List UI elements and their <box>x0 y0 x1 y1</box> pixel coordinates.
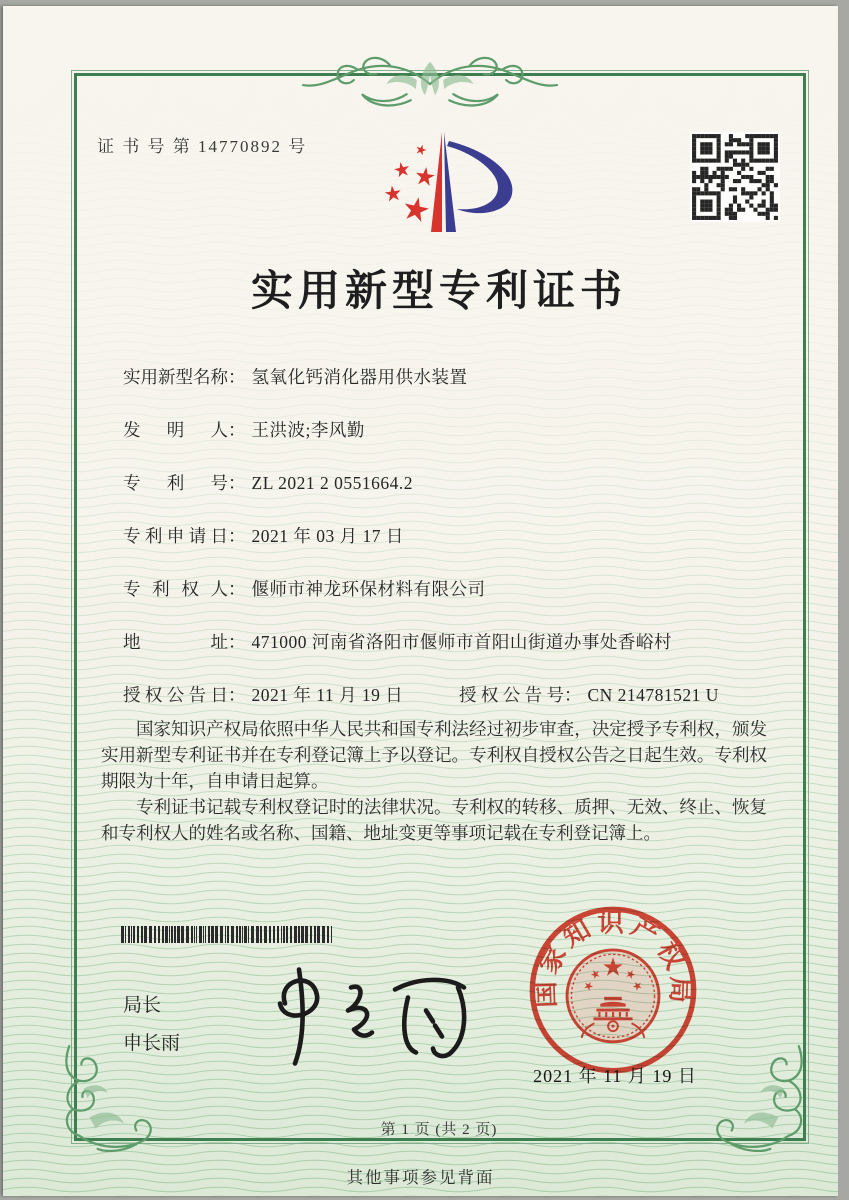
certificate-number: 证 书 号 第 14770892 号 <box>97 137 308 156</box>
grant-number-group <box>459 682 719 707</box>
qr-code <box>690 132 780 222</box>
field-colon: ： <box>228 420 246 440</box>
field-label: 授权公告号 <box>459 685 564 705</box>
field-colon: ： <box>228 526 246 546</box>
certificate-title: 实用新型专利证书 <box>250 269 627 315</box>
field-label: 专利申请日 <box>123 526 228 546</box>
certificate-fields <box>123 364 783 735</box>
field-value: ZL 2021 2 0551664.2 <box>251 473 413 493</box>
field-row-utility-model-name <box>123 364 783 417</box>
field-value: 2021 年 03 月 17 日 <box>251 526 404 546</box>
legal-paragraph-1: 国家知识产权局依照中华人民共和国专利法经过初步审查，决定授予专利权，颁发实用新型专利证书并在专利登记簿上予以登记。专利权自授权公告之日起生效。专利权期限为十年，自申请日起算。 <box>101 719 767 791</box>
field-row-application-date <box>123 523 783 576</box>
grant-date-group <box>123 685 403 705</box>
seal-agency-text: 国家知识产权局 <box>529 907 697 1009</box>
official-seal-icon <box>525 902 701 1078</box>
field-row-patent-number <box>123 470 783 523</box>
field-row-address <box>123 629 783 682</box>
national-emblem-icon <box>567 950 659 1042</box>
signer-name: 申长雨 <box>123 1033 181 1054</box>
field-colon: ： <box>228 685 246 705</box>
handwritten-signature-icon <box>253 956 473 1071</box>
field-label: 地址 <box>123 632 228 652</box>
field-value: 氢氧化钙消化器用供水装置 <box>251 367 468 387</box>
field-colon: ： <box>228 473 246 493</box>
signer-title: 局长 <box>123 995 162 1016</box>
cnipa-logo-icon <box>369 120 527 240</box>
field-value: 471000 河南省洛阳市偃师市首阳山街道办事处香峪村 <box>251 632 672 652</box>
legal-paragraphs <box>101 716 767 846</box>
field-colon: ： <box>228 579 246 599</box>
field-value: 王洪波;李风勤 <box>251 420 365 440</box>
seal-date: 2021 年 11 月 19 日 <box>533 1066 697 1086</box>
back-note: 其他事项参见背面 <box>346 1168 495 1187</box>
certificate-page <box>3 6 838 1196</box>
field-colon: ： <box>228 632 246 652</box>
field-colon: ： <box>564 685 582 705</box>
field-row-inventor <box>123 417 783 470</box>
field-label: 专利号 <box>123 473 228 493</box>
legal-paragraph-2: 专利证书记载专利权登记时的法律状况。专利权的转移、质押、无效、终止、恢复和专利权人的姓名或名称、国籍、地址变更等事项记载在专利登记簿上。 <box>101 797 767 843</box>
field-row-patentee <box>123 576 783 629</box>
field-label: 授权公告日 <box>123 685 228 705</box>
page-info: 第 1 页 (共 2 页) <box>380 1122 498 1138</box>
field-label: 实用新型名称 <box>123 367 228 387</box>
field-label: 专利权人 <box>123 579 228 599</box>
barcode <box>121 926 339 943</box>
field-colon: ： <box>228 367 246 387</box>
field-label: 发明人 <box>123 420 228 440</box>
signer-block <box>123 990 180 1055</box>
field-value: 偃师市神龙环保材料有限公司 <box>251 579 486 599</box>
field-value: CN 214781521 U <box>587 685 719 705</box>
top-flourish-ornament-icon <box>297 48 563 112</box>
field-value: 2021 年 11 月 19 日 <box>251 685 404 705</box>
